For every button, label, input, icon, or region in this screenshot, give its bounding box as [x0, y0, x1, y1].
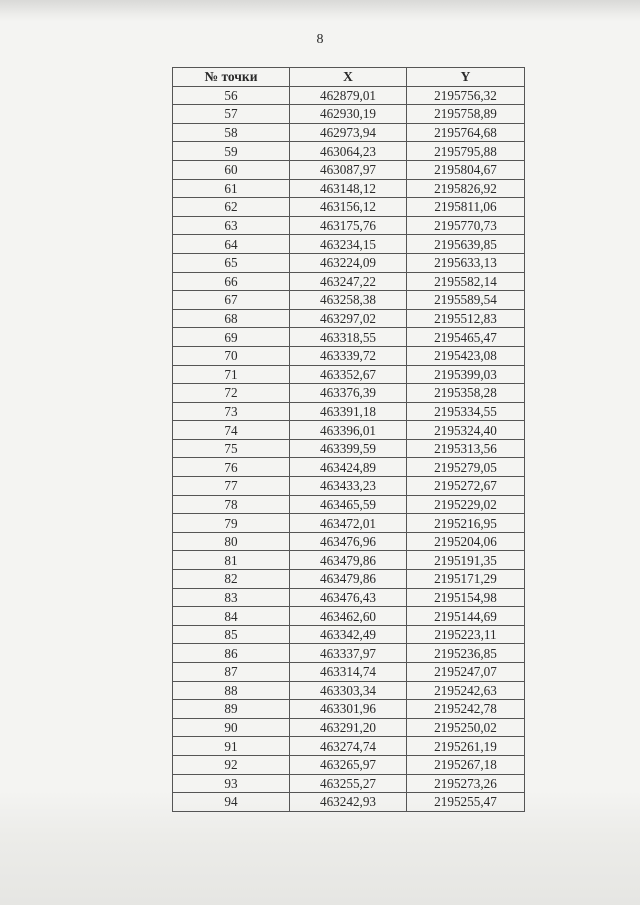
table-row [173, 123, 525, 142]
cell-x: 463156,12 [290, 198, 407, 217]
table-row [173, 179, 525, 198]
cell-y: 2195279,05 [407, 458, 525, 477]
cell-point-number: 78 [173, 495, 290, 514]
page-number: 8 [316, 32, 324, 47]
cell-x: 463265,97 [290, 755, 407, 774]
cell-y: 2195154,98 [407, 588, 525, 607]
cell-point-number: 91 [173, 737, 290, 756]
table-row [173, 198, 525, 217]
cell-point-number: 66 [173, 272, 290, 291]
cell-y: 2195811,06 [407, 198, 525, 217]
cell-x: 463148,12 [290, 179, 407, 198]
cell-x: 463352,67 [290, 365, 407, 384]
cell-x: 463476,96 [290, 532, 407, 551]
table-row [173, 737, 525, 756]
cell-x: 463255,27 [290, 774, 407, 793]
table-row [173, 439, 525, 458]
table-body [173, 86, 525, 811]
cell-x: 463337,97 [290, 644, 407, 663]
cell-x: 463476,43 [290, 588, 407, 607]
cell-x: 463339,72 [290, 346, 407, 365]
cell-x: 463318,55 [290, 328, 407, 347]
cell-x: 463396,01 [290, 421, 407, 440]
cell-y: 2195261,19 [407, 737, 525, 756]
cell-y: 2195589,54 [407, 291, 525, 310]
cell-point-number: 93 [173, 774, 290, 793]
cell-point-number: 58 [173, 123, 290, 142]
cell-y: 2195423,08 [407, 346, 525, 365]
table-row [173, 755, 525, 774]
table-row [173, 663, 525, 682]
cell-point-number: 68 [173, 309, 290, 328]
cell-x: 463424,89 [290, 458, 407, 477]
cell-point-number: 76 [173, 458, 290, 477]
cell-x: 463087,97 [290, 160, 407, 179]
cell-x: 463433,23 [290, 477, 407, 496]
cell-y: 2195358,28 [407, 384, 525, 403]
table-row [173, 551, 525, 570]
cell-x: 463314,74 [290, 663, 407, 682]
table-row [173, 625, 525, 644]
table-header-row [173, 68, 525, 87]
cell-point-number: 86 [173, 644, 290, 663]
cell-x: 463247,22 [290, 272, 407, 291]
cell-point-number: 90 [173, 718, 290, 737]
table-row [173, 86, 525, 105]
cell-x: 463258,38 [290, 291, 407, 310]
table-row [173, 309, 525, 328]
table-row [173, 570, 525, 589]
cell-y: 2195273,26 [407, 774, 525, 793]
table-row [173, 402, 525, 421]
cell-point-number: 59 [173, 142, 290, 161]
cell-x: 463479,86 [290, 551, 407, 570]
cell-x: 463479,86 [290, 570, 407, 589]
cell-point-number: 87 [173, 663, 290, 682]
cell-point-number: 82 [173, 570, 290, 589]
cell-y: 2195399,03 [407, 365, 525, 384]
cell-point-number: 80 [173, 532, 290, 551]
cell-point-number: 69 [173, 328, 290, 347]
cell-y: 2195204,06 [407, 532, 525, 551]
cell-y: 2195334,55 [407, 402, 525, 421]
cell-x: 463291,20 [290, 718, 407, 737]
cell-point-number: 63 [173, 216, 290, 235]
table-row [173, 774, 525, 793]
table-row [173, 718, 525, 737]
cell-y: 2195764,68 [407, 123, 525, 142]
table-row [173, 328, 525, 347]
cell-x: 462930,19 [290, 105, 407, 124]
cell-x: 462879,01 [290, 86, 407, 105]
scan-shadow-top [0, 0, 640, 22]
cell-x: 463175,76 [290, 216, 407, 235]
table-row [173, 216, 525, 235]
cell-x: 463297,02 [290, 309, 407, 328]
cell-x: 462973,94 [290, 123, 407, 142]
table-row [173, 142, 525, 161]
table-row [173, 272, 525, 291]
cell-x: 463064,23 [290, 142, 407, 161]
table-row [173, 458, 525, 477]
cell-point-number: 57 [173, 105, 290, 124]
cell-y: 2195639,85 [407, 235, 525, 254]
cell-y: 2195313,56 [407, 439, 525, 458]
cell-point-number: 85 [173, 625, 290, 644]
cell-x: 463399,59 [290, 439, 407, 458]
cell-y: 2195465,47 [407, 328, 525, 347]
cell-point-number: 71 [173, 365, 290, 384]
cell-y: 2195756,32 [407, 86, 525, 105]
cell-y: 2195242,63 [407, 681, 525, 700]
cell-y: 2195171,29 [407, 570, 525, 589]
cell-point-number: 88 [173, 681, 290, 700]
cell-point-number: 81 [173, 551, 290, 570]
table-row [173, 514, 525, 533]
cell-y: 2195250,02 [407, 718, 525, 737]
cell-y: 2195324,40 [407, 421, 525, 440]
cell-x: 463472,01 [290, 514, 407, 533]
cell-y: 2195191,35 [407, 551, 525, 570]
cell-x: 463462,60 [290, 607, 407, 626]
cell-y: 2195223,11 [407, 625, 525, 644]
cell-y: 2195633,13 [407, 253, 525, 272]
table-row [173, 700, 525, 719]
cell-y: 2195795,88 [407, 142, 525, 161]
cell-x: 463376,39 [290, 384, 407, 403]
table-row [173, 607, 525, 626]
cell-point-number: 67 [173, 291, 290, 310]
table-row [173, 588, 525, 607]
table-row [173, 793, 525, 812]
cell-y: 2195255,47 [407, 793, 525, 812]
cell-x: 463224,09 [290, 253, 407, 272]
cell-y: 2195216,95 [407, 514, 525, 533]
cell-x: 463234,15 [290, 235, 407, 254]
table-row [173, 105, 525, 124]
cell-y: 2195144,69 [407, 607, 525, 626]
cell-point-number: 70 [173, 346, 290, 365]
table-row [173, 384, 525, 403]
cell-y: 2195512,83 [407, 309, 525, 328]
cell-point-number: 89 [173, 700, 290, 719]
cell-y: 2195247,07 [407, 663, 525, 682]
cell-point-number: 77 [173, 477, 290, 496]
table-row [173, 253, 525, 272]
coordinates-table [172, 67, 525, 812]
table-row [173, 291, 525, 310]
header-y: Y [407, 68, 525, 87]
cell-point-number: 72 [173, 384, 290, 403]
cell-point-number: 92 [173, 755, 290, 774]
cell-x: 463274,74 [290, 737, 407, 756]
cell-point-number: 73 [173, 402, 290, 421]
cell-point-number: 64 [173, 235, 290, 254]
cell-y: 2195770,73 [407, 216, 525, 235]
cell-x: 463303,34 [290, 681, 407, 700]
cell-y: 2195804,67 [407, 160, 525, 179]
table-row [173, 160, 525, 179]
table-row [173, 495, 525, 514]
header-point-number: № точки [173, 68, 290, 87]
table-row [173, 421, 525, 440]
cell-point-number: 75 [173, 439, 290, 458]
cell-x: 463301,96 [290, 700, 407, 719]
cell-point-number: 74 [173, 421, 290, 440]
cell-y: 2195242,78 [407, 700, 525, 719]
cell-y: 2195267,18 [407, 755, 525, 774]
header-x: X [290, 68, 407, 87]
table-row [173, 365, 525, 384]
cell-x: 463342,49 [290, 625, 407, 644]
table-row [173, 235, 525, 254]
cell-point-number: 94 [173, 793, 290, 812]
cell-y: 2195272,67 [407, 477, 525, 496]
table-row [173, 477, 525, 496]
table-row [173, 532, 525, 551]
cell-point-number: 61 [173, 179, 290, 198]
cell-x: 463391,18 [290, 402, 407, 421]
cell-point-number: 83 [173, 588, 290, 607]
cell-y: 2195236,85 [407, 644, 525, 663]
cell-point-number: 56 [173, 86, 290, 105]
cell-point-number: 79 [173, 514, 290, 533]
cell-point-number: 65 [173, 253, 290, 272]
cell-y: 2195826,92 [407, 179, 525, 198]
cell-x: 463465,59 [290, 495, 407, 514]
cell-x: 463242,93 [290, 793, 407, 812]
cell-y: 2195582,14 [407, 272, 525, 291]
cell-y: 2195758,89 [407, 105, 525, 124]
table-row [173, 346, 525, 365]
cell-point-number: 60 [173, 160, 290, 179]
cell-y: 2195229,02 [407, 495, 525, 514]
cell-point-number: 84 [173, 607, 290, 626]
table-row [173, 644, 525, 663]
cell-point-number: 62 [173, 198, 290, 217]
table-row [173, 681, 525, 700]
